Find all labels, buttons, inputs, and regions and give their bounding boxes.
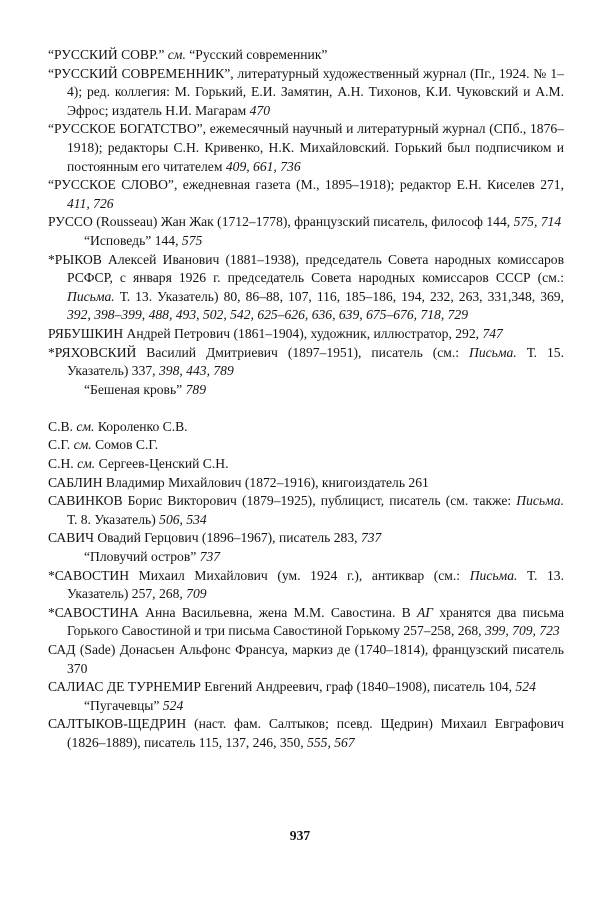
entry-text: С.Г. (48, 437, 74, 453)
entry-text: САВИНКОВ Борис Викторович (1879–1925), публицист, писатель (см. также: (48, 493, 517, 509)
index-subentry (48, 381, 564, 400)
entry-text: САД (Sade) Донасьен Альфонс Франсуа, маркиз де (1740–1814), французский писатель 370 (48, 642, 564, 676)
index-subentry (48, 697, 564, 716)
entry-text: “Русский современник” (185, 47, 328, 62)
entry-text: РЯБУШКИН Андрей Петрович (1861–1904), художник, иллюстратор, 292, (48, 325, 483, 341)
index-subentry (48, 232, 564, 251)
entry-text: Короленко С.В. (94, 418, 188, 434)
entry-text: “РУССКОЕ СЛОВО”, ежедневная газета (М., 1895–1918); редактор Е.Н. Киселев 271, (48, 177, 564, 193)
italic-text: 392, 398–399, 488, 493, 502, 542, 625–626, 636, 639, 675–676, 718, 729 (67, 307, 469, 323)
italic-text: см. (73, 437, 92, 453)
italic-text: 575, 714 (513, 214, 562, 230)
italic-text: 409, 661, 736 (225, 158, 301, 174)
italic-text: Письма. (516, 493, 564, 509)
entry-text: Т. 13. Указатель) 80, 86–88, 107, 116, 185–186, 194, 232, 263, 331,348, 369, (114, 288, 564, 304)
index-entry (48, 344, 564, 381)
italic-text: Письма. (67, 288, 115, 304)
entry-text: “Исповедь” 144, (84, 232, 182, 248)
entry-text: “Пловучий остров” (84, 549, 200, 565)
italic-text: 555, 567 (307, 734, 355, 750)
italic-text: 524 (515, 679, 536, 695)
index-entry (48, 251, 564, 325)
italic-text: 398, 443, 789 (158, 363, 234, 379)
entry-text: С.В. (48, 418, 77, 434)
index-entry (48, 492, 564, 529)
italic-text: 789 (185, 381, 206, 397)
index-entry (48, 567, 564, 604)
index-entry (48, 176, 564, 213)
italic-text: 737 (199, 549, 221, 565)
italic-text: 524 (162, 697, 184, 713)
index-entry (48, 46, 564, 65)
italic-text: 747 (482, 325, 503, 341)
entry-text: “Бешеная кровь” (84, 381, 186, 397)
entry-text: РУССО (Rousseau) Жан Жак (1712–1778), французский писатель, философ 144, (48, 214, 514, 230)
entry-text: “РУССКОЕ БОГАТСТВО”, ежемесячный научный и литературный журнал (СПб., 1876–1918); редакторы С.Н. Кривенко, Н.К. Михайловский. Горький был подписчиком и постоянным его читателем (48, 121, 564, 174)
index-entry (48, 418, 564, 437)
entry-text: САБЛИН Владимир Михайлович (1872–1916), книгоиздатель 261 (48, 474, 429, 490)
entry-text: *РЫКОВ Алексей Иванович (1881–1938), председатель Совета народных комиссаров РСФСР, с января 1926 г. председатель Совета народных комиссаров СССР (см.: (48, 251, 564, 286)
index-entry (48, 641, 564, 678)
entry-text: *САВОСТИНА Анна Васильевна, жена М.М. Савостина. В (48, 604, 417, 620)
entry-text: Т. 13. Указатель) 257, 268, (67, 567, 564, 602)
italic-text: 709 (186, 586, 207, 602)
page-number: 937 (289, 828, 311, 843)
index-entry (48, 604, 564, 641)
italic-text: 506, 534 (159, 511, 207, 527)
italic-text: см. (167, 47, 186, 62)
index-entry (48, 65, 564, 121)
index-entry (48, 715, 564, 752)
index-entry (48, 213, 564, 232)
italic-text: 411, 726 (67, 195, 114, 211)
entry-text: САЛТЫКОВ-ЩЕДРИН (наст. фам. Салтыков; псевд. Щедрин) Михаил Евграфович (1826–1889), писатель 115, 137, 246, 350, (48, 716, 564, 750)
entry-text: Т. 8. Указатель) (67, 511, 160, 527)
entry-text: хранятся два письма Горького Савостиной и три письма Савостиной Горькому 257–258, 268, (67, 604, 564, 639)
entry-text: Т. 15. Указатель) 337, (67, 344, 564, 379)
italic-text: 575 (181, 232, 203, 248)
index-entry (48, 455, 564, 474)
entry-text: *САВОСТИН Михаил Михайлович (ум. 1924 г.), антиквар (см.: (48, 567, 470, 583)
index-page (48, 46, 564, 753)
entry-text: “Пугачевцы” (84, 697, 163, 713)
italic-text: 399, 709, 723 (484, 623, 560, 639)
entry-text: Сергеев-Ценский С.Н. (95, 456, 229, 472)
index-subentry (48, 548, 564, 567)
index-entry (48, 529, 564, 548)
italic-text: АГ (417, 604, 434, 620)
index-entry (48, 474, 564, 493)
entry-text: Сомов С.Г. (91, 437, 159, 453)
italic-text: 470 (249, 102, 271, 118)
italic-text: см. (77, 456, 96, 472)
section-gap (48, 399, 564, 418)
entry-text: *РЯХОВСКИЙ Василий Дмитриевич (1897–1951), писатель (см.: (48, 344, 470, 360)
entry-text: “РУССКИЙ СОВР.” (48, 47, 168, 62)
entry-text: САЛИАС ДЕ ТУРНЕМИР Евгений Андреевич, граф (1840–1908), писатель 104, (48, 679, 516, 695)
index-entry (48, 678, 564, 697)
entry-text: САВИЧ Овадий Герцович (1896–1967), писатель 283, (48, 530, 361, 546)
italic-text: 737 (360, 530, 382, 546)
index-entry (48, 325, 564, 344)
italic-text: см. (76, 418, 95, 434)
italic-text: Письма. (469, 344, 517, 360)
italic-text: Письма. (469, 567, 518, 583)
entry-text: С.Н. (48, 456, 78, 472)
entry-text: “РУССКИЙ СОВРЕМЕННИК”, литературный художественный журнал (Пг., 1924. № 1–4); ред. коллегия: М. Горький, Е.И. Замятин, А.Н. Тихонов, К.И. Чуковский и А.М. Эфрос; издатель Н.И. Магарам (48, 65, 564, 118)
index-entry (48, 120, 564, 176)
index-entry (48, 436, 564, 455)
